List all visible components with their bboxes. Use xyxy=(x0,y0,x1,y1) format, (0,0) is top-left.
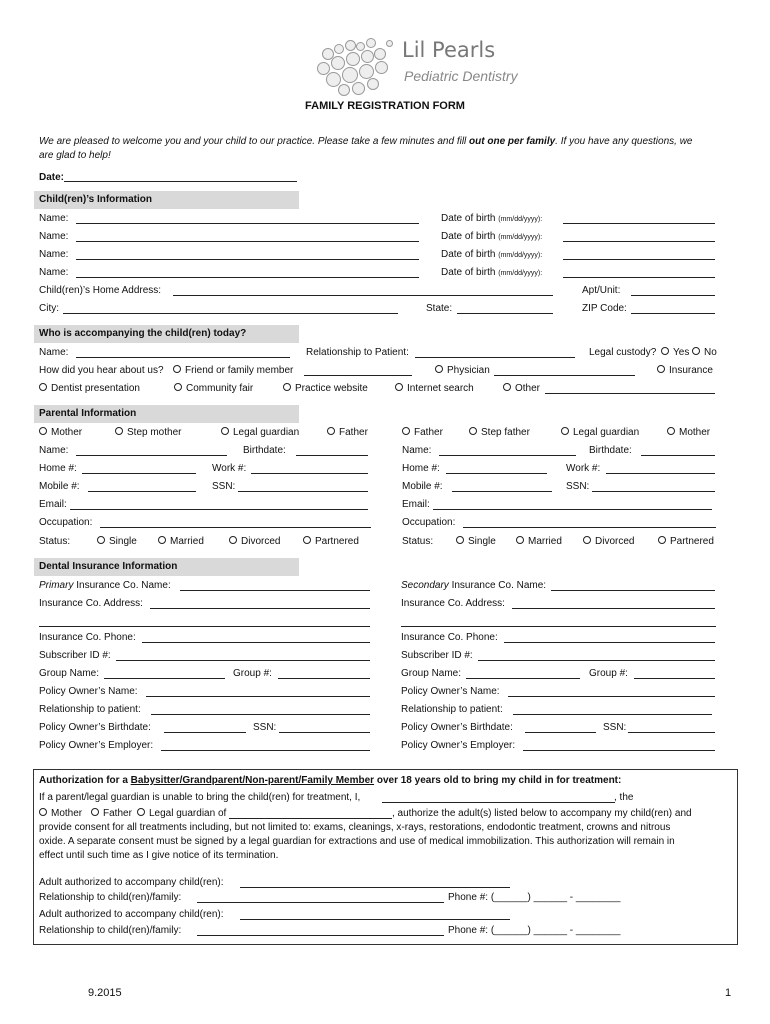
primary-group-num-input[interactable] xyxy=(278,677,370,679)
auth-line4: oxide. A separate consent must be signed by a legal guardian for extractions and use of medical immobilization. This authorization will remain in xyxy=(39,836,675,847)
primary-employer-input[interactable] xyxy=(161,749,370,751)
auth-guardian-name-input[interactable] xyxy=(382,801,615,803)
parent1-status-partnered[interactable]: Partnered xyxy=(303,536,359,547)
primary-relationship-input[interactable] xyxy=(151,713,370,715)
phone2-label: Phone #: (______) ______ - ________ xyxy=(448,925,621,936)
child-dob-input-4[interactable] xyxy=(563,276,715,278)
secondary-employer-label: Policy Owner’s Employer: xyxy=(401,740,516,751)
parent1-status-married[interactable]: Married xyxy=(158,536,204,547)
secondary-group-name-label: Group Name: xyxy=(401,668,462,679)
parent2-home-input[interactable] xyxy=(446,472,547,474)
auth-guardian-radio[interactable]: Legal guardian of xyxy=(137,808,226,819)
parent2-name-input[interactable] xyxy=(439,454,576,456)
parent2-mobile-input[interactable] xyxy=(452,490,552,492)
auth-mother-radio[interactable]: Mother xyxy=(39,808,82,819)
authorization-title: Authorization for a Babysitter/Grandparent/Non-parent/Family Member over 18 years old to bring my child in for treatment: xyxy=(39,775,622,786)
secondary-owner-birthdate-input[interactable] xyxy=(525,731,596,733)
relationship1-input[interactable] xyxy=(197,901,444,903)
apt-input[interactable] xyxy=(631,294,715,296)
home-address-label: Child(ren)’s Home Address: xyxy=(39,285,162,296)
accompany-header: Who is accompanying the child(ren) today? xyxy=(34,325,299,343)
source-website-radio[interactable]: Practice website xyxy=(283,383,368,394)
auth-line3: provide consent for all treatments including, but not limited to: exams, cleanings, x-rays, restorations, endodontic treatment, crowns and nitrous xyxy=(39,822,671,833)
auth-father-radio[interactable]: Father xyxy=(91,808,132,819)
parent2-status-single[interactable]: Single xyxy=(456,536,496,547)
accompany-relationship-input[interactable] xyxy=(415,356,575,358)
auth-guardian-of-input[interactable] xyxy=(229,817,392,819)
source-physician-radio[interactable]: Physician xyxy=(435,365,490,376)
parent1-status-divorced[interactable]: Divorced xyxy=(229,536,280,547)
accompany-relationship-label: Relationship to Patient: xyxy=(306,347,409,358)
child-dob-label-4: Date of birth (mm/dd/yyyy): xyxy=(441,267,543,278)
parent2-status-married[interactable]: Married xyxy=(516,536,562,547)
date-input[interactable] xyxy=(64,180,297,182)
parent1-home-input[interactable] xyxy=(82,472,196,474)
children-header: Child(ren)’s Information xyxy=(34,191,299,209)
adult2-label: Adult authorized to accompany child(ren): xyxy=(39,909,224,920)
parent1-work-input[interactable] xyxy=(251,472,368,474)
secondary-group-num-label: Group #: xyxy=(589,668,628,679)
parent2-work-input[interactable] xyxy=(606,472,715,474)
parent1-occupation-input[interactable] xyxy=(100,526,371,528)
secondary-co-name-input[interactable] xyxy=(551,589,715,591)
source-insurance-radio[interactable]: Insurance xyxy=(657,365,713,376)
child-name-input-2[interactable] xyxy=(76,240,419,242)
parent2-occupation-label: Occupation: xyxy=(402,517,456,528)
home-address-input[interactable] xyxy=(173,294,553,296)
primary-owner-birthdate-label: Policy Owner’s Birthdate: xyxy=(39,722,151,733)
parent1-ssn-input[interactable] xyxy=(238,490,368,492)
auth-line1-end: , the xyxy=(614,792,634,803)
parent1-email-input[interactable] xyxy=(70,508,368,510)
primary-co-name-label: Primary Insurance Co. Name: xyxy=(39,580,171,591)
secondary-phone-input[interactable] xyxy=(504,641,715,643)
primary-group-name-input[interactable] xyxy=(104,677,225,679)
state-label: State: xyxy=(426,303,453,314)
primary-owner-name-label: Policy Owner’s Name: xyxy=(39,686,138,697)
secondary-subscriber-label: Subscriber ID #: xyxy=(401,650,473,661)
secondary-subscriber-input[interactable] xyxy=(478,659,715,661)
zip-label: ZIP Code: xyxy=(582,303,627,314)
parent1-name-label: Name: xyxy=(39,445,69,456)
primary-subscriber-label: Subscriber ID #: xyxy=(39,650,111,661)
parent1-birthdate-input[interactable] xyxy=(296,454,368,456)
parent1-ssn-label: SSN: xyxy=(212,481,236,492)
parent1-status-single[interactable]: Single xyxy=(97,536,137,547)
primary-ssn-label: SSN: xyxy=(253,722,277,733)
custody-yes-radio[interactable]: Yes xyxy=(661,347,689,358)
apt-label: Apt/Unit: xyxy=(582,285,621,296)
child-dob-label-1: Date of birth (mm/dd/yyyy): xyxy=(441,213,543,224)
source-other-radio[interactable]: Other xyxy=(503,383,540,394)
secondary-address-label: Insurance Co. Address: xyxy=(401,598,505,609)
primary-group-num-label: Group #: xyxy=(233,668,272,679)
parent1-role-stepmother[interactable]: Step mother xyxy=(115,427,181,438)
child-name-label-3: Name: xyxy=(39,249,69,260)
parent2-role-mother[interactable]: Mother xyxy=(667,427,710,438)
phone1-label: Phone #: (______) ______ - ________ xyxy=(448,892,621,903)
parent2-home-label: Home #: xyxy=(402,463,440,474)
parent1-name-input[interactable] xyxy=(76,454,227,456)
parent2-ssn-input[interactable] xyxy=(592,490,715,492)
city-input[interactable] xyxy=(63,312,398,314)
state-input[interactable] xyxy=(457,312,553,314)
intro-text-2: are glad to help! xyxy=(39,150,111,161)
secondary-relationship-label: Relationship to patient: xyxy=(401,704,503,715)
auth-line2: , authorize the adult(s) listed below to accompany my child(ren) and xyxy=(392,808,692,819)
zip-input[interactable] xyxy=(631,312,715,314)
primary-employer-label: Policy Owner’s Employer: xyxy=(39,740,154,751)
secondary-phone-label: Insurance Co. Phone: xyxy=(401,632,498,643)
parent2-ssn-label: SSN: xyxy=(566,481,590,492)
child-name-label-2: Name: xyxy=(39,231,69,242)
secondary-address-input[interactable] xyxy=(512,607,715,609)
relationship1-label: Relationship to child(ren)/family: xyxy=(39,892,182,903)
parent1-role-father[interactable]: Father xyxy=(327,427,368,438)
parent1-role-guardian[interactable]: Legal guardian xyxy=(221,427,299,438)
date-label: Date: xyxy=(39,172,65,183)
child-dob-input-1[interactable] xyxy=(563,222,715,224)
parent2-birthdate-label: Birthdate: xyxy=(589,445,632,456)
primary-relationship-label: Relationship to patient: xyxy=(39,704,141,715)
form-title: FAMILY REGISTRATION FORM xyxy=(305,100,465,112)
footer-date: 9.2015 xyxy=(88,987,122,999)
parent2-status-partnered[interactable]: Partnered xyxy=(658,536,714,547)
child-name-label-4: Name: xyxy=(39,267,69,278)
primary-owner-birthdate-input[interactable] xyxy=(164,731,246,733)
parent2-status-divorced[interactable]: Divorced xyxy=(583,536,634,547)
primary-address-input[interactable] xyxy=(150,607,370,609)
parent2-name-label: Name: xyxy=(402,445,432,456)
secondary-address-input-2[interactable] xyxy=(401,625,716,627)
adult1-input[interactable] xyxy=(240,886,510,888)
auth-line5: effect until such time as I give notice of its termination. xyxy=(39,850,279,861)
source-physician-input[interactable] xyxy=(494,374,635,376)
parent2-status-label: Status: xyxy=(402,536,434,547)
adult2-input[interactable] xyxy=(240,918,510,920)
parent1-birthdate-label: Birthdate: xyxy=(243,445,286,456)
child-name-label-1: Name: xyxy=(39,213,69,224)
source-dentist-radio[interactable]: Dentist presentation xyxy=(39,383,140,394)
auth-line1: If a parent/legal guardian is unable to bring the child(ren) for treatment, I, xyxy=(39,792,361,803)
parent2-work-label: Work #: xyxy=(566,463,601,474)
parent2-occupation-input[interactable] xyxy=(463,526,716,528)
legal-custody-label: Legal custody? xyxy=(589,347,657,358)
parent1-mobile-label: Mobile #: xyxy=(39,481,80,492)
parental-header: Parental Information xyxy=(34,405,299,423)
parent1-occupation-label: Occupation: xyxy=(39,517,93,528)
primary-group-name-label: Group Name: xyxy=(39,668,100,679)
parent1-work-label: Work #: xyxy=(212,463,247,474)
logo-name: Lil Pearls xyxy=(402,38,496,62)
primary-co-name-input[interactable] xyxy=(180,589,370,591)
secondary-owner-name-input[interactable] xyxy=(508,695,715,697)
secondary-group-num-input[interactable] xyxy=(634,677,715,679)
adult1-label: Adult authorized to accompany child(ren): xyxy=(39,877,224,888)
relationship2-input[interactable] xyxy=(197,934,444,936)
child-dob-label-3: Date of birth (mm/dd/yyyy): xyxy=(441,249,543,260)
primary-subscriber-input[interactable] xyxy=(116,659,370,661)
logo-tagline: Pediatric Dentistry xyxy=(404,68,518,84)
child-name-input-4[interactable] xyxy=(76,276,419,278)
secondary-employer-input[interactable] xyxy=(523,749,715,751)
parent2-mobile-label: Mobile #: xyxy=(402,481,443,492)
custody-no-radio[interactable]: No xyxy=(692,347,717,358)
child-dob-label-2: Date of birth (mm/dd/yyyy): xyxy=(441,231,543,242)
child-name-input-3[interactable] xyxy=(76,258,419,260)
secondary-group-name-input[interactable] xyxy=(466,677,580,679)
primary-address-label: Insurance Co. Address: xyxy=(39,598,143,609)
source-friend-input[interactable] xyxy=(304,374,412,376)
secondary-ssn-input[interactable] xyxy=(628,731,715,733)
parent2-email-label: Email: xyxy=(402,499,430,510)
source-fair-radio[interactable]: Community fair xyxy=(174,383,253,394)
child-dob-input-3[interactable] xyxy=(563,258,715,260)
child-name-input-1[interactable] xyxy=(76,222,419,224)
secondary-owner-birthdate-label: Policy Owner’s Birthdate: xyxy=(401,722,513,733)
source-other-input[interactable] xyxy=(545,392,715,394)
parent2-birthdate-input[interactable] xyxy=(641,454,715,456)
source-friend-radio[interactable]: Friend or family member xyxy=(173,365,293,376)
primary-phone-label: Insurance Co. Phone: xyxy=(39,632,136,643)
accompany-name-input[interactable] xyxy=(76,356,290,358)
primary-owner-name-input[interactable] xyxy=(146,695,370,697)
parent2-role-stepfather[interactable]: Step father xyxy=(469,427,530,438)
child-dob-input-2[interactable] xyxy=(563,240,715,242)
relationship2-label: Relationship to child(ren)/family: xyxy=(39,925,182,936)
parent2-role-father[interactable]: Father xyxy=(402,427,443,438)
city-label: City: xyxy=(39,303,59,314)
parent2-role-guardian[interactable]: Legal guardian xyxy=(561,427,639,438)
page-number: 1 xyxy=(725,987,732,999)
parent1-email-label: Email: xyxy=(39,499,67,510)
parent1-status-label: Status: xyxy=(39,536,71,547)
parent1-home-label: Home #: xyxy=(39,463,77,474)
parent1-mobile-input[interactable] xyxy=(88,490,196,492)
accompany-name-label: Name: xyxy=(39,347,69,358)
source-internet-radio[interactable]: Internet search xyxy=(395,383,474,394)
intro-text: We are pleased to welcome you and your child to our practice. Please take a few minutes and fill out one per family. If you have any questions, we xyxy=(39,136,693,147)
parent1-role-mother[interactable]: Mother xyxy=(39,427,82,438)
secondary-owner-name-label: Policy Owner’s Name: xyxy=(401,686,500,697)
secondary-co-name-label: Secondary Insurance Co. Name: xyxy=(401,580,547,591)
primary-phone-input[interactable] xyxy=(142,641,370,643)
primary-address-input-2[interactable] xyxy=(39,625,370,627)
insurance-header: Dental Insurance Information xyxy=(34,558,299,576)
hear-about-label: How did you hear about us? xyxy=(39,365,164,376)
secondary-ssn-label: SSN: xyxy=(603,722,627,733)
parent2-email-input[interactable] xyxy=(433,508,712,510)
secondary-relationship-input[interactable] xyxy=(513,713,712,715)
primary-ssn-input[interactable] xyxy=(279,731,370,733)
